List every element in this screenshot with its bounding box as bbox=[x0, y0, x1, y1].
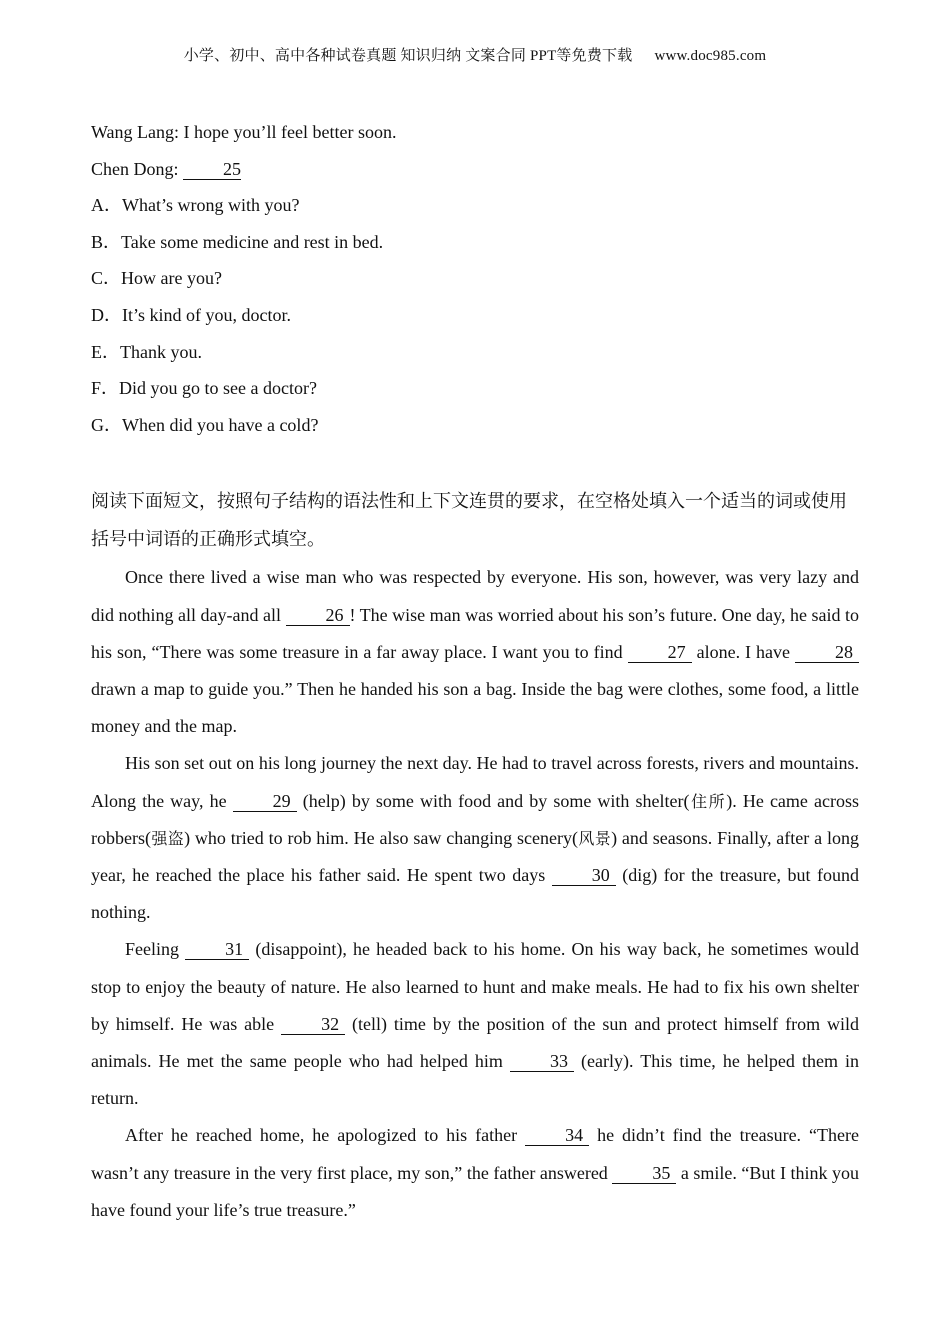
option-text: Thank you. bbox=[120, 341, 202, 362]
text-run: Feeling bbox=[125, 939, 186, 960]
section-instruction: 阅读下面短文，按照句子结构的语法性和上下文连贯的要求，在空格处填入一个适当的词或使用括号中词语的正确形式填空。 bbox=[91, 491, 847, 551]
option-letter: B． bbox=[91, 231, 122, 252]
option-text: When did you have a cold? bbox=[122, 414, 319, 435]
paragraph-2 bbox=[91, 745, 859, 931]
text-run: ! The wise man was worried about his son’s future. One day, he said to his son, “There was some treasure in a far away place. I want you to find bbox=[91, 604, 859, 662]
blank-25: 25 bbox=[183, 159, 241, 180]
blank-26: 26 bbox=[286, 605, 350, 626]
option-text: Take some medicine and rest in bed. bbox=[121, 231, 384, 252]
option-b bbox=[91, 228, 859, 265]
paragraph-4 bbox=[91, 1117, 859, 1229]
dialogue-line-wang-lang: Wang Lang: I hope you’ll feel better soon. bbox=[91, 122, 397, 142]
text-run: he didn’t find the treasure. “There wasn’t any treasure in the very first place, my son,” the father answered bbox=[91, 1125, 859, 1183]
text-run: His son set out on his long journey the next day. He had to travel across forests, rivers and mountains. Along the way, he bbox=[91, 753, 859, 811]
section-spacer bbox=[91, 447, 859, 483]
option-g bbox=[91, 411, 859, 448]
header-text: 小学、初中、高中各种试卷真题 知识归纳 文案合同 PPT等免费下载 bbox=[183, 48, 633, 64]
blank-33: 33 bbox=[510, 1051, 574, 1072]
option-e bbox=[91, 338, 859, 375]
text-run: (help) by some with food and by some with shelter( bbox=[296, 790, 690, 811]
document-body bbox=[91, 118, 859, 1229]
text-run: (dig) for the treasure, but found nothing. bbox=[91, 864, 859, 923]
text-run: ) and seasons. Finally, after a long year, he reached the place his father said. He spent two days bbox=[91, 827, 859, 885]
paragraph-1 bbox=[91, 559, 859, 745]
option-text: How are you? bbox=[121, 268, 222, 289]
blank-27: 27 bbox=[628, 642, 692, 663]
text-run: alone. I have bbox=[691, 641, 796, 662]
text-run: a smile. “But I think you have found your life’s true treasure.” bbox=[91, 1162, 859, 1220]
option-text: It’s kind of you, doctor. bbox=[122, 304, 291, 325]
option-f bbox=[91, 374, 859, 411]
option-text: What’s wrong with you? bbox=[122, 195, 300, 216]
option-c bbox=[91, 264, 859, 301]
option-letter: A． bbox=[91, 195, 122, 216]
chen-dong-label: Chen Dong: bbox=[91, 158, 183, 179]
option-a bbox=[91, 191, 859, 228]
text-run: (early). This time, he helped them in return. bbox=[91, 1050, 860, 1109]
blank-32: 32 bbox=[281, 1014, 345, 1035]
text-run: Once there lived a wise man who was respected by everyone. His son, however, was very lazy and did nothing all day-and all bbox=[91, 567, 859, 625]
chinese-gloss: 住所 bbox=[689, 791, 727, 811]
page-header bbox=[0, 44, 950, 65]
blank-29: 29 bbox=[233, 791, 297, 812]
header-url[interactable]: www.doc985.com bbox=[654, 48, 767, 64]
text-run: After he reached home, he apologized to his father bbox=[125, 1125, 526, 1146]
text-run: (tell) time by the position of the sun and protect himself from wild animals. He met the same people who had helped him bbox=[91, 1013, 860, 1071]
chinese-gloss: 风景 bbox=[578, 828, 612, 848]
blank-31: 31 bbox=[185, 939, 249, 960]
option-letter: G． bbox=[91, 414, 122, 435]
option-letter: E． bbox=[91, 341, 120, 362]
option-letter: F． bbox=[91, 378, 120, 399]
text-run: (disappoint), he headed back to his home. On his way back, he sometimes would stop to enjoy the beauty of nature. He also learned to hunt and make meals. He had to fix his own shelter by himself. He was able bbox=[91, 939, 859, 1034]
option-letter: C． bbox=[91, 268, 122, 289]
text-run: drawn a map to guide you.” Then he handed his son a bag. Inside the bag were clothes, some food, a little money and the map. bbox=[91, 678, 859, 737]
blank-30: 30 bbox=[552, 865, 616, 886]
paragraph-3 bbox=[91, 931, 859, 1117]
text-run: ). He came across robbers( bbox=[91, 790, 859, 848]
option-letter: D． bbox=[91, 304, 122, 325]
option-d bbox=[91, 301, 859, 338]
text-run: ) who tried to rob him. He also saw changing scenery( bbox=[184, 827, 578, 848]
blank-28: 28 bbox=[795, 642, 859, 663]
chinese-gloss: 强盗 bbox=[150, 828, 185, 848]
option-text: Did you go to see a doctor? bbox=[119, 378, 317, 399]
blank-35: 35 bbox=[612, 1163, 676, 1184]
blank-34: 34 bbox=[525, 1125, 589, 1146]
dialogue-line-chen-dong bbox=[91, 155, 859, 192]
